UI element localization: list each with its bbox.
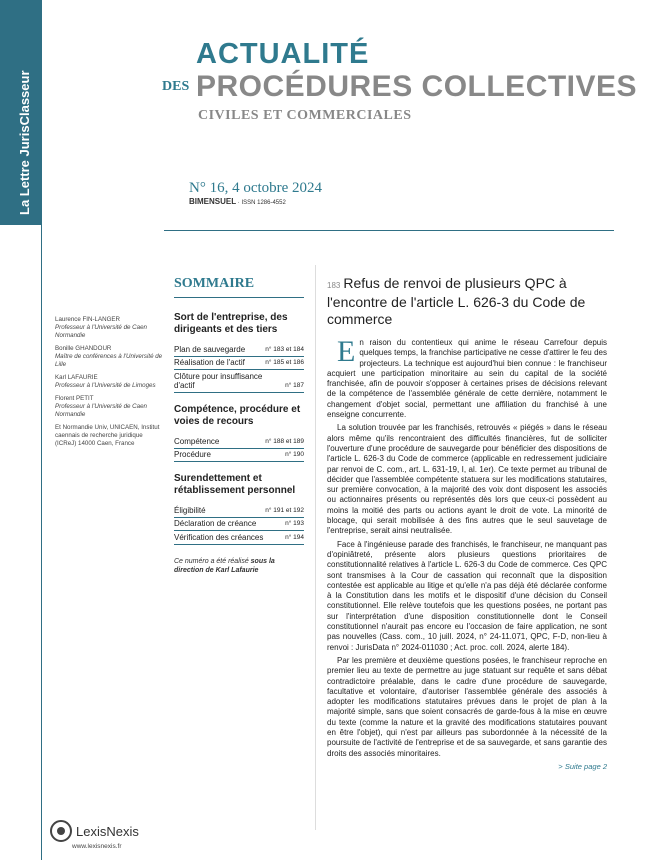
author-name: Karl LAFAURIE (55, 374, 98, 381)
logo-text: LexisNexis (76, 823, 139, 839)
toc-label: Plan de sauvegarde (174, 344, 246, 354)
header-divider (164, 230, 614, 231)
toc-label: Déclaration de créance (174, 519, 257, 528)
author-role: Professeur à l'Université de Limoges (55, 382, 156, 389)
toc-number: n° 194 (285, 533, 304, 541)
sommaire-heading: SOMMAIRE (174, 276, 255, 291)
author-name: Et Normandie Univ, UNICAEN, Institut caennais de recherche juridique (ICReJ) 14000 Caen, France (55, 424, 160, 447)
article-number: 183 (327, 281, 341, 290)
lexisnexis-logo-icon (50, 820, 72, 842)
lexisnexis-logo (50, 820, 139, 842)
issue-number: N° 16, 4 octobre 2024 (189, 180, 323, 196)
author (55, 395, 163, 419)
toc-number: n° 187 (285, 382, 304, 389)
direction-note (174, 557, 304, 575)
note-bold: sous la direction de Karl Lafaurie (174, 557, 275, 574)
subtitle: CIVILES ET COMMERCIALES (198, 108, 412, 123)
article-paragraph (327, 335, 607, 420)
frequency-label: BIMENSUEL (189, 197, 237, 206)
author (55, 316, 163, 340)
title-des: DES (162, 79, 190, 94)
article-paragraph: Face à l'ingénieuse parade des franchisés, le franchiseur, ne manquant pas d'opiniâtreté, présente alors plusieurs questions prioritaires de constitutionnalité relatives à l'article L. 626-3 du Code de commerce. Ces QPC sont transmises à la Cour de cassation qui reconnaît que la disposition contestée est applicable au litige et qu'elle n'a pas déjà été déclarée conforme à la Constitution dans les motifs et le dispositif d'une décision du Conseil constitutionnel. Elle relève toutefois que les questions posées, ne portant pas sur l'interprétation d'une disposition constitutionnelle dont le Conseil constitutionnel n'aurait pas encore eu l'occasion de faire application, ne sont pas nouvelles (Cass. com., 10 juill. 2024, n° 24-11.071, QPC, F-D, non-lieu à renvoi : JurisData n° 2024-011030 ; Act. proc. coll. 2024, alerte 184). (327, 539, 607, 652)
article-title-text: Refus de renvoi de plusieurs QPC à l'encontre de l'article L. 626-3 du Code de commerce (327, 275, 586, 327)
issn: · ISSN 1286-4552 (236, 200, 286, 206)
toc-item[interactable] (174, 343, 304, 357)
frequency (189, 197, 286, 206)
article-body (327, 335, 607, 759)
author-role: Professeur à l'Université de Caen Normandie (55, 403, 147, 418)
arrow-right-icon: > (558, 761, 565, 771)
title-procedures: PROCÉDURES COLLECTIVES (196, 70, 638, 103)
article-paragraph: Par les première et deuxième questions posées, le franchiseur reproche en premier lieu au texte de permettre au juge statuant sur requête et sans débat contradictoire préalable, dans le cadre d'une procédure de sauvegarde, facultative et volontaire, d'autoriser l'assemblée générale des associés à adopter les modifications statutaires prévues dans le projet de plan à la majorité simple, sans que soient consacrés de garde-fous à la mise en œuvre du texte (comme la nature et la gravité des modifications statutaires pouvant en être l'objet), qui n'est par ailleurs pas subordonnée à la nécessité de la poursuite de l'activité de l'entreprise et de sa sauvegarde, et sans garantie des droits des associés minoritaires. (327, 655, 607, 758)
toc-number: n° 188 et 189 (265, 437, 304, 445)
toc-label: Compétence (174, 436, 220, 446)
paragraph-text: n raison du contentieux qui anime le réseau Carrefour depuis quelques temps, la franchise participative ne cesse d'attirer le feu des projecteurs. La technique est aujourd'hui bien connue : le franchiseur acquiert une participation minoritaire au sein du capital de la société franchisée, afin de pouvoir s'opposer à certaines prises de décisions relevant de la compétence de l'assemblée générale de cette dernière, notamment le changement d'objet social, permettant une affiliation du franchisé à une enseigne concurrente. (327, 338, 607, 420)
toc-section (174, 404, 304, 462)
side-label: La Lettre JurisClasseur (17, 70, 32, 215)
author (55, 424, 163, 448)
toc-item[interactable] (174, 435, 304, 449)
toc-item[interactable] (174, 518, 304, 532)
sommaire (174, 276, 304, 575)
toc-section (174, 473, 304, 545)
toc-section-title: Compétence, procédure et voies de recours (174, 404, 301, 427)
continued-link[interactable] (327, 762, 607, 771)
toc-number: n° 191 et 192 (265, 506, 304, 514)
toc-label: Procédure (174, 450, 211, 459)
article-paragraph: La solution trouvée par les franchisés, retrouvés « piégés » dans le réseau alors même qu'ils rencontraient des difficultés financières, fut de solliciter l'ouverture d'une procédure de sauvegarde pour bénéficier des dispositions de l'article L. 626-3 du Code de commerce (applicable en redressement judiciaire par renvoi de C. com., art. L. 631-19, I, al. 1er). Ce texte permet au tribunal de décider que l'assemblée compétente statuera sur les modifications statutaires, sur première convocation, à la majorité des voix dont disposent les associés ou actionnaires présents ou représentés dès lors que ceux-ci possèdent au moins la moitié des parts ou actions ayant le droit de vote. La minorité de blocage, qui serait mobilisée à des fins autres que le seul sauvetage de l'entreprise, serait ainsi neutralisée. (327, 423, 607, 536)
author (55, 345, 163, 369)
footer-url[interactable]: www.lexisnexis.fr (72, 843, 122, 850)
continued-text: Suite page 2 (564, 761, 607, 771)
toc-section (174, 312, 304, 393)
toc-section-title: Surendettement et rétablissement personnel (174, 473, 296, 496)
author-name: Bonille GHANDOUR (55, 345, 112, 352)
article-title (327, 275, 607, 328)
dropcap: E (337, 335, 356, 368)
toc-number: n° 185 et 186 (265, 359, 304, 366)
toc-number: n° 193 (285, 520, 304, 527)
author-role: Professeur à l'Université de Caen Normandie (55, 324, 147, 339)
title-actualite: ACTUALITÉ (196, 38, 370, 70)
toc-item[interactable] (174, 357, 304, 371)
note-prefix: Ce numéro a été réalisé (174, 557, 251, 565)
author-name: Florent PETIT (55, 395, 94, 402)
toc-number: n° 183 et 184 (265, 345, 304, 353)
author (55, 374, 163, 390)
side-rule (41, 0, 42, 860)
toc-label: Vérification des créances (174, 532, 264, 542)
toc-item[interactable] (174, 449, 304, 463)
side-band (0, 0, 42, 225)
toc-item[interactable] (174, 504, 304, 518)
toc-label: Éligibilité (174, 505, 206, 515)
article (327, 275, 607, 771)
column-separator (315, 265, 316, 830)
toc-item[interactable] (174, 531, 304, 545)
toc-item[interactable] (174, 370, 304, 393)
author-role: Maître de conférences à l'Université de Lille (55, 353, 163, 368)
toc-section-title: Sort de l'entreprise, des dirigeants et des tiers (174, 312, 288, 335)
toc-number: n° 190 (285, 451, 304, 458)
authors (55, 316, 163, 453)
author-name: Laurence FIN-LANGER (55, 316, 120, 323)
toc-label: Clôture pour insuffisance d'actif (174, 371, 263, 390)
toc-label: Réalisation de l'actif (174, 358, 245, 367)
